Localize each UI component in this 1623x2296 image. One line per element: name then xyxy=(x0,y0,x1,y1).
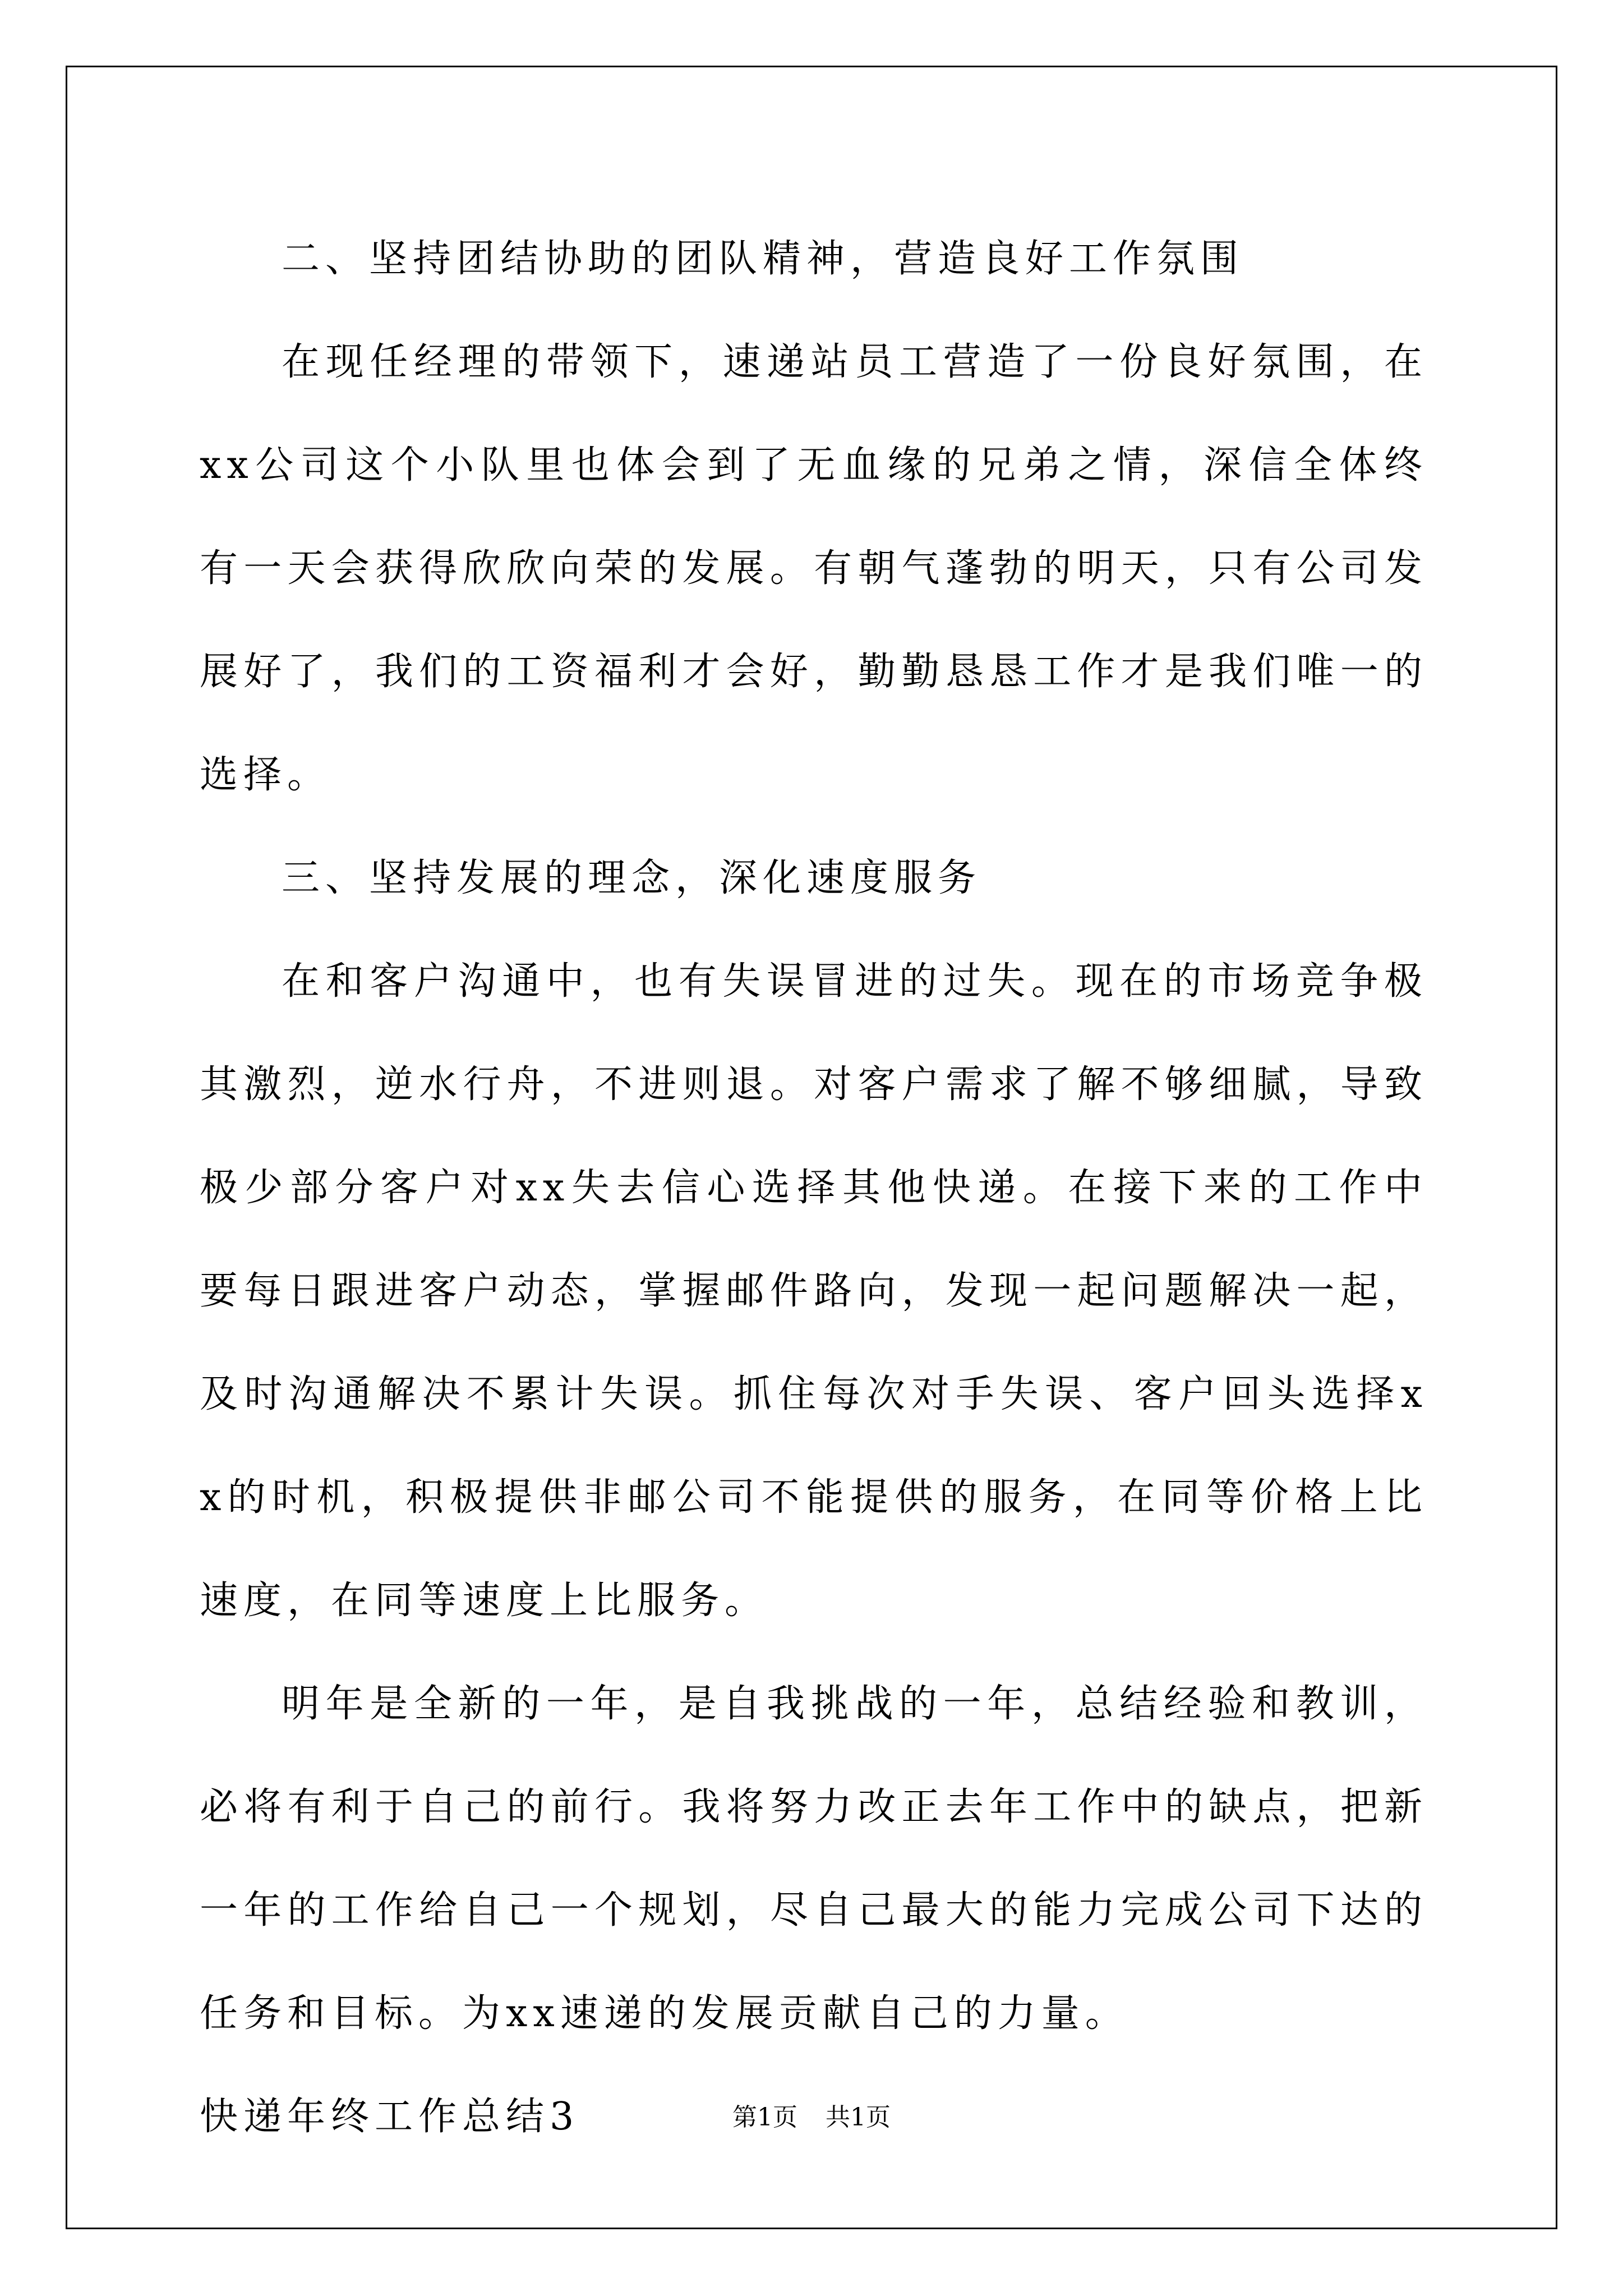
paragraph-customer-service: 在和客户沟通中，也有失误冒进的过失。现在的市场竞争极其激烈，逆水行舟，不进则退。对客户需求了解不够细腻，导致极少部分客户对xx失去信心选择其他快递。在接下来的工作中要每日跟进客户动态，掌握邮件路向，发现一起问题解决一起，及时沟通解决不累计失误。抓住每次对手失误、客户回头选择xx的时机，积极提供非邮公司不能提供的服务，在同等价格上比速度，在同等速度上比服务。 xyxy=(200,959,1428,1623)
section-title: 快递年终工作总结3 xyxy=(200,2095,580,2139)
page-total: 共1页 xyxy=(826,2103,891,2132)
page-footer xyxy=(0,2101,1623,2134)
heading-development: 三、坚持发展的理念，深化速度服务 xyxy=(282,856,982,900)
paragraph-team-atmosphere: 在现任经理的带领下，速递站员工营造了一份良好氛围，在xx公司这个小队里也体会到了无血缘的兄弟之情，深信全体终有一天会获得欣欣向荣的发展。有朝气蓬勃的明天，只有公司发展好了，我们的工资福利才会好，勤勤恳恳工作才是我们唯一的选择。 xyxy=(200,340,1428,797)
paragraph-next-year: 明年是全新的一年，是自我挑战的一年，总结经验和教训，必将有利于自己的前行。我将努力改正去年工作中的缺点，把新一年的工作给自己一个规划，尽自己最大的能力完成公司下达的任务和目标。为xx速递的发展贡献自己的力量。 xyxy=(200,1682,1428,2036)
document-body xyxy=(200,208,1428,2169)
page-number: 第1页 xyxy=(732,2103,797,2132)
heading-teamwork: 二、坚持团结协助的团队精神，营造良好工作氛围 xyxy=(282,237,1244,281)
